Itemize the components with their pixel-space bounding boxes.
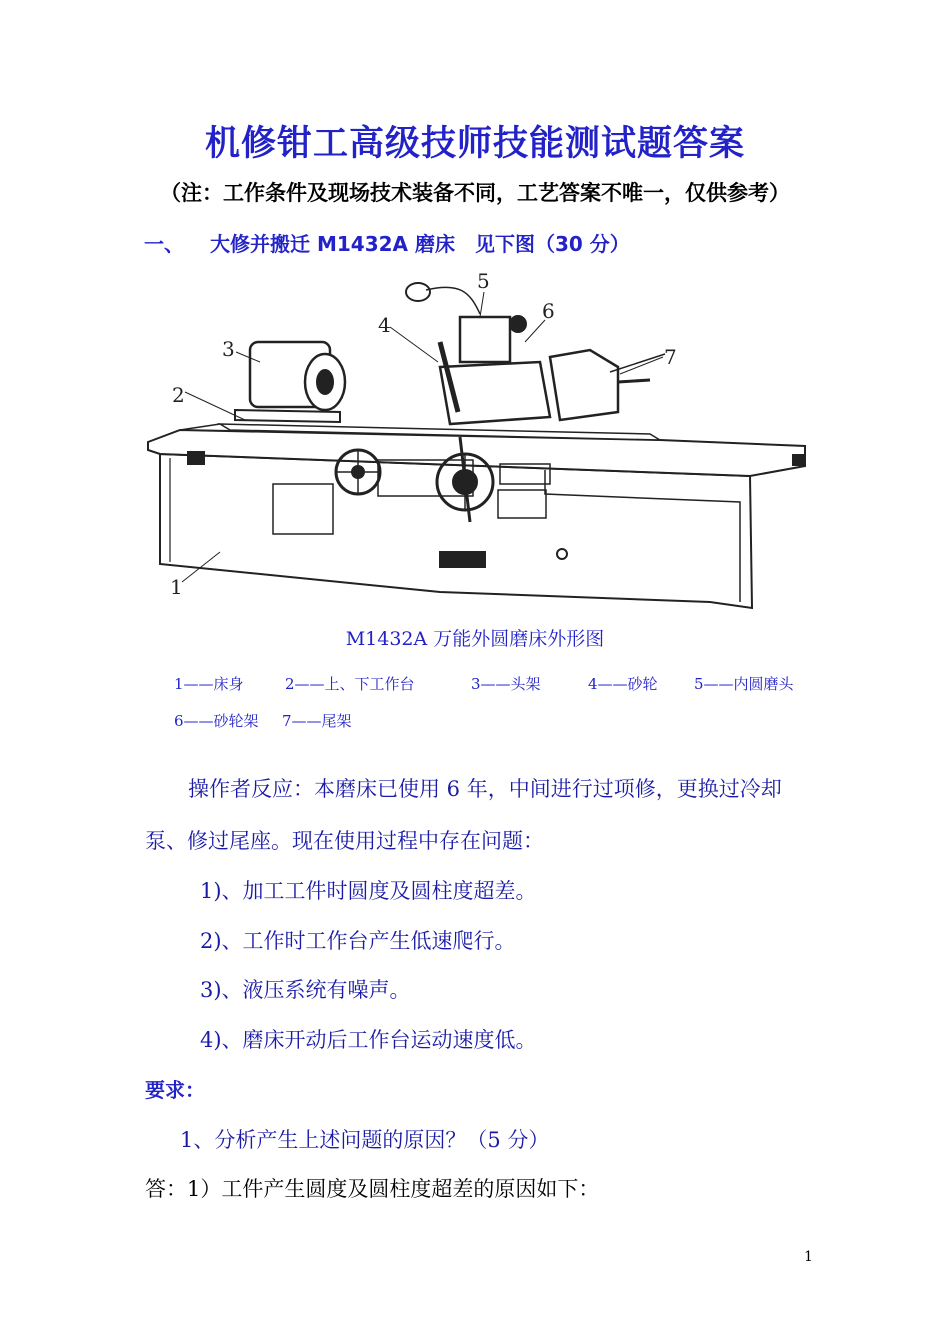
section-number: 一、 <box>144 232 184 256</box>
problem-item: 4)、磨床开动后工作台运动速度低。 <box>200 1028 537 1052</box>
legend-item: 4——砂轮 <box>588 675 658 693</box>
problem-item: 3)、液压系统有噪声。 <box>200 978 411 1002</box>
section-heading <box>144 228 630 257</box>
figure-label-1: 1 <box>170 575 183 599</box>
requirements-label: 要求： <box>145 1078 205 1102</box>
legend-item: 7——尾架 <box>282 712 352 730</box>
figure-label-2: 2 <box>172 383 185 407</box>
grinder-illustration <box>140 262 820 617</box>
document-note: （注：工作条件及现场技术装备不同，工艺答案不唯一，仅供参考） <box>160 181 790 205</box>
legend-item: 5——内圆磨头 <box>694 675 794 693</box>
page-number: 1 <box>804 1249 813 1265</box>
answer-line: 答：1）工件产生圆度及圆柱度超差的原因如下： <box>145 1177 600 1201</box>
figure-label-6: 6 <box>542 299 555 323</box>
figure-label-5: 5 <box>477 269 490 293</box>
document-title: 机修钳工高级技师技能测试题答案 <box>204 124 745 164</box>
problem-item: 1)、加工工件时圆度及圆柱度超差。 <box>200 879 537 903</box>
legend-item: 2——上、下工作台 <box>285 675 415 693</box>
figure-label-4: 4 <box>378 313 391 337</box>
legend-item: 3——头架 <box>471 675 541 693</box>
figure-label-3: 3 <box>222 337 235 361</box>
paragraph-line: 操作者反应：本磨床已使用 6 年，中间进行过项修，更换过冷却 <box>188 777 782 801</box>
figure-caption: M1432A 万能外圆磨床外形图 <box>345 628 605 650</box>
legend-item: 6——砂轮架 <box>174 712 259 730</box>
figure-label-7: 7 <box>664 345 677 369</box>
problem-item: 2)、工作时工作台产生低速爬行。 <box>200 929 516 953</box>
legend-item: 1——床身 <box>174 675 244 693</box>
paragraph-line: 泵、修过尾座。现在使用过程中存在问题： <box>145 829 544 853</box>
question-line: 1、分析产生上述问题的原因？（5 分） <box>180 1128 550 1152</box>
section-text: 大修并搬迁 M1432A 磨床 见下图（30 分） <box>210 232 630 256</box>
